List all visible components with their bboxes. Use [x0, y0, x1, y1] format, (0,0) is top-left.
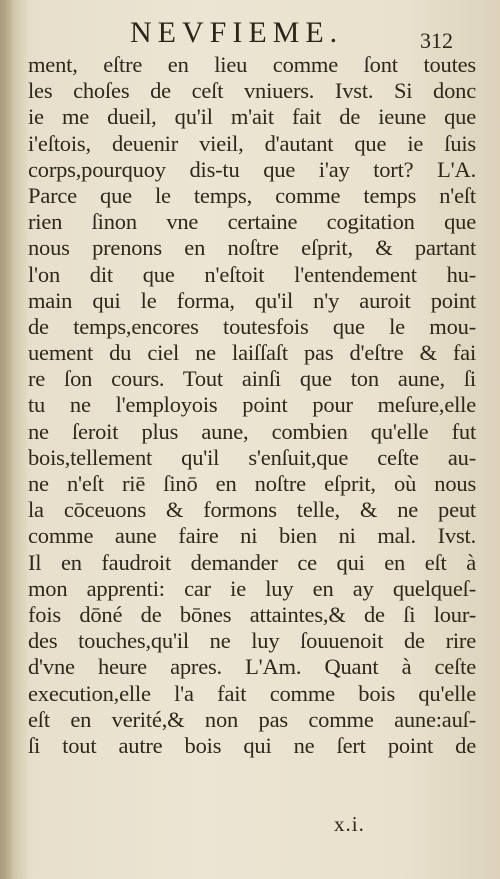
text-line: tu ne l'employois point pour meſure,elle — [28, 392, 476, 418]
page-header — [0, 14, 500, 54]
text-line: la cōceuons & formons telle, & ne peut — [28, 497, 476, 523]
text-line: ment, eſtre en lieu comme ſont toutes — [28, 52, 476, 77]
text-block — [28, 52, 476, 759]
text-line: ie me dueil, qu'il m'ait fait de ieune que — [28, 104, 476, 130]
page-number: 312 — [420, 28, 453, 53]
text-line: l'on dit que n'eſtoit l'entendement hu- — [28, 261, 476, 287]
text-line: fois dōné de bōnes attaintes,& de ſi lour- — [28, 601, 476, 627]
text-line: ne n'eſt riē ſinō en noſtre eſprit, où nous — [28, 471, 476, 496]
text-line: ſi tout autre bois qui ne ſert point de — [28, 732, 476, 758]
text-line: eſt en verité,& non pas comme aune:auſ- — [28, 706, 476, 732]
text-line: d'vne heure apres. L'Am. Quant à ceſte — [28, 654, 476, 680]
text-line: i'eſtois, deuenir vieil, d'autant que ie ſuis — [28, 130, 476, 156]
text-line: execution,elle l'a fait comme bois qu'elle — [28, 680, 476, 706]
text-line: comme aune faire ni bien ni mal. Ivst. — [28, 523, 476, 549]
text-line: mon apprenti: car ie luy en ay quelqueſ- — [28, 575, 476, 601]
text-line: re ſon cours. Tout ainſi que ton aune, ſi — [28, 366, 476, 392]
text-line: les choſes de ceſt vniuers. Ivst. Si donc — [28, 78, 476, 104]
text-line: uement du ciel ne laiſſaſt pas d'eſtre & fai — [28, 340, 476, 366]
text-line: des touches,qu'il ne luy ſouuenoit de rire — [28, 628, 476, 654]
text-line: ne ſeroit plus aune, combien qu'elle fut — [28, 418, 476, 444]
catchword: x.i. — [334, 812, 365, 836]
text-line: bois,tellement qu'il s'enſuit,que ceſte au- — [28, 444, 476, 470]
text-line: Parce que le temps, comme temps n'eſt — [28, 182, 476, 208]
text-line: de temps,encores toutesfois que le mou- — [28, 313, 476, 339]
text-line: main qui le forma, qu'il n'y auroit point — [28, 287, 476, 313]
page-gutter-shadow — [0, 0, 14, 879]
text-line: corps,pourquoy dis-tu que i'ay tort? L'A. — [28, 156, 476, 182]
text-line: rien ſinon vne certaine cogitation que — [28, 209, 476, 235]
text-line: Il en faudroit demander ce qui en eſt à — [28, 549, 476, 575]
text-line: nous prenons en noſtre eſprit, & partant — [28, 235, 476, 261]
running-head: NEVFIEME. — [130, 16, 344, 49]
